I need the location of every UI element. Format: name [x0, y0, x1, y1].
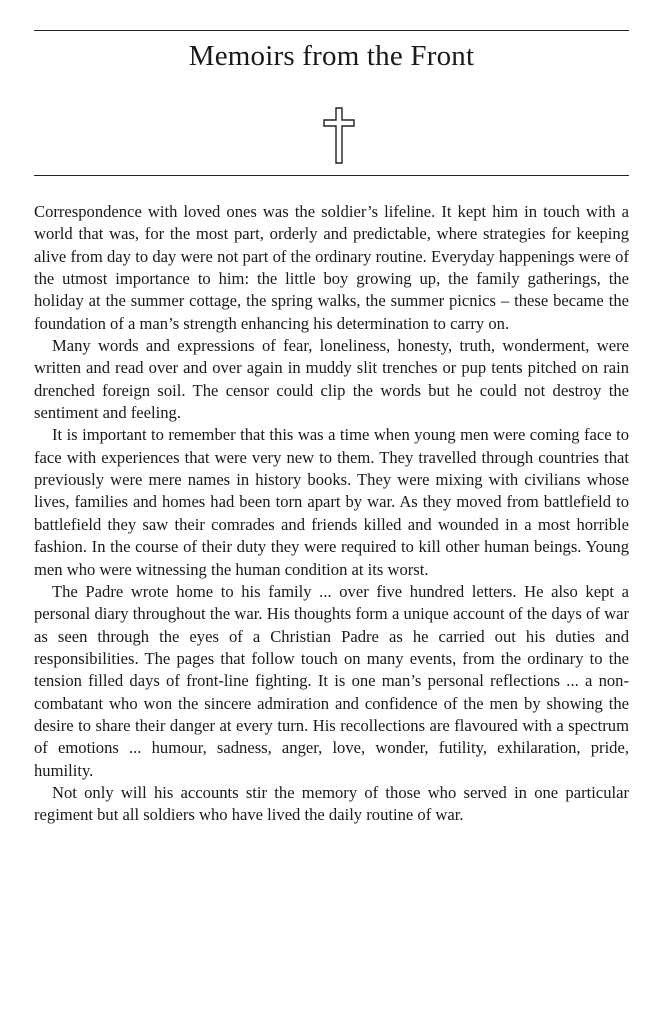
top-rule — [34, 30, 629, 31]
page-title: Memoirs from the Front — [188, 40, 475, 72]
paragraph: Not only will his accounts stir the memory of those who served in one particular regiment but all soldiers who have lived the daily routine of war. — [34, 782, 629, 825]
paragraph: Correspondence with loved ones was the soldier’s lifeline. It kept him in touch with a world that was, for the most part, orderly and predictable, where strategies for keeping alive from day to day were not part of the ordinary routine. Everyday happenings were of the utmost importance to him: the little boy growing up, the family gatherings, the holiday at the summer cottage, the spring walks, the summer picnics – these became the foundation of a man’s strength enhancing his determination to carry on. — [34, 202, 629, 333]
cross-icon — [318, 107, 360, 165]
paragraph: Many words and expressions of fear, loneliness, honesty, truth, wonderment, were written and read over and over again in muddy slit trenches or pup tents pitched on rain drenched foreign soil. The censor could clip the words but he could not destroy the sentiment and feeling. — [34, 336, 629, 423]
paragraph: The Padre wrote home to his family ... over five hundred letters. He also kept a personal diary throughout the war. His thoughts form a unique account of the days of war as seen through the eyes of a Christian Padre as he carried out his duties and responsibilities. The pages that follow touch on many events, from the ordinary to the tension filled days of front-line fighting. It is one man’s personal reflections ... a non-combatant who won the sincere admiration and confidence of the men by showing the desire to share their danger at every turn. His recollections are flavoured with a spectrum of emotions ... humour, sadness, anger, love, wonder, futility, exhilaration, pride, humility. — [34, 581, 629, 780]
paragraph: It is important to remember that this was a time when young men were coming face to face with experiences that were very new to them. They travelled through countries that previously were mere names in history books. They were mixing with civilians whose lives, families and homes had been torn apart by war. As they moved from battlefield to battlefield they saw their comrades and friends killed and wounded in a most horrible fashion. In the course of their duty they were required to kill other human beings. Young men who were witnessing the human condition at its worst. — [34, 425, 629, 579]
body-text — [34, 201, 629, 827]
bottom-rule — [34, 175, 629, 176]
